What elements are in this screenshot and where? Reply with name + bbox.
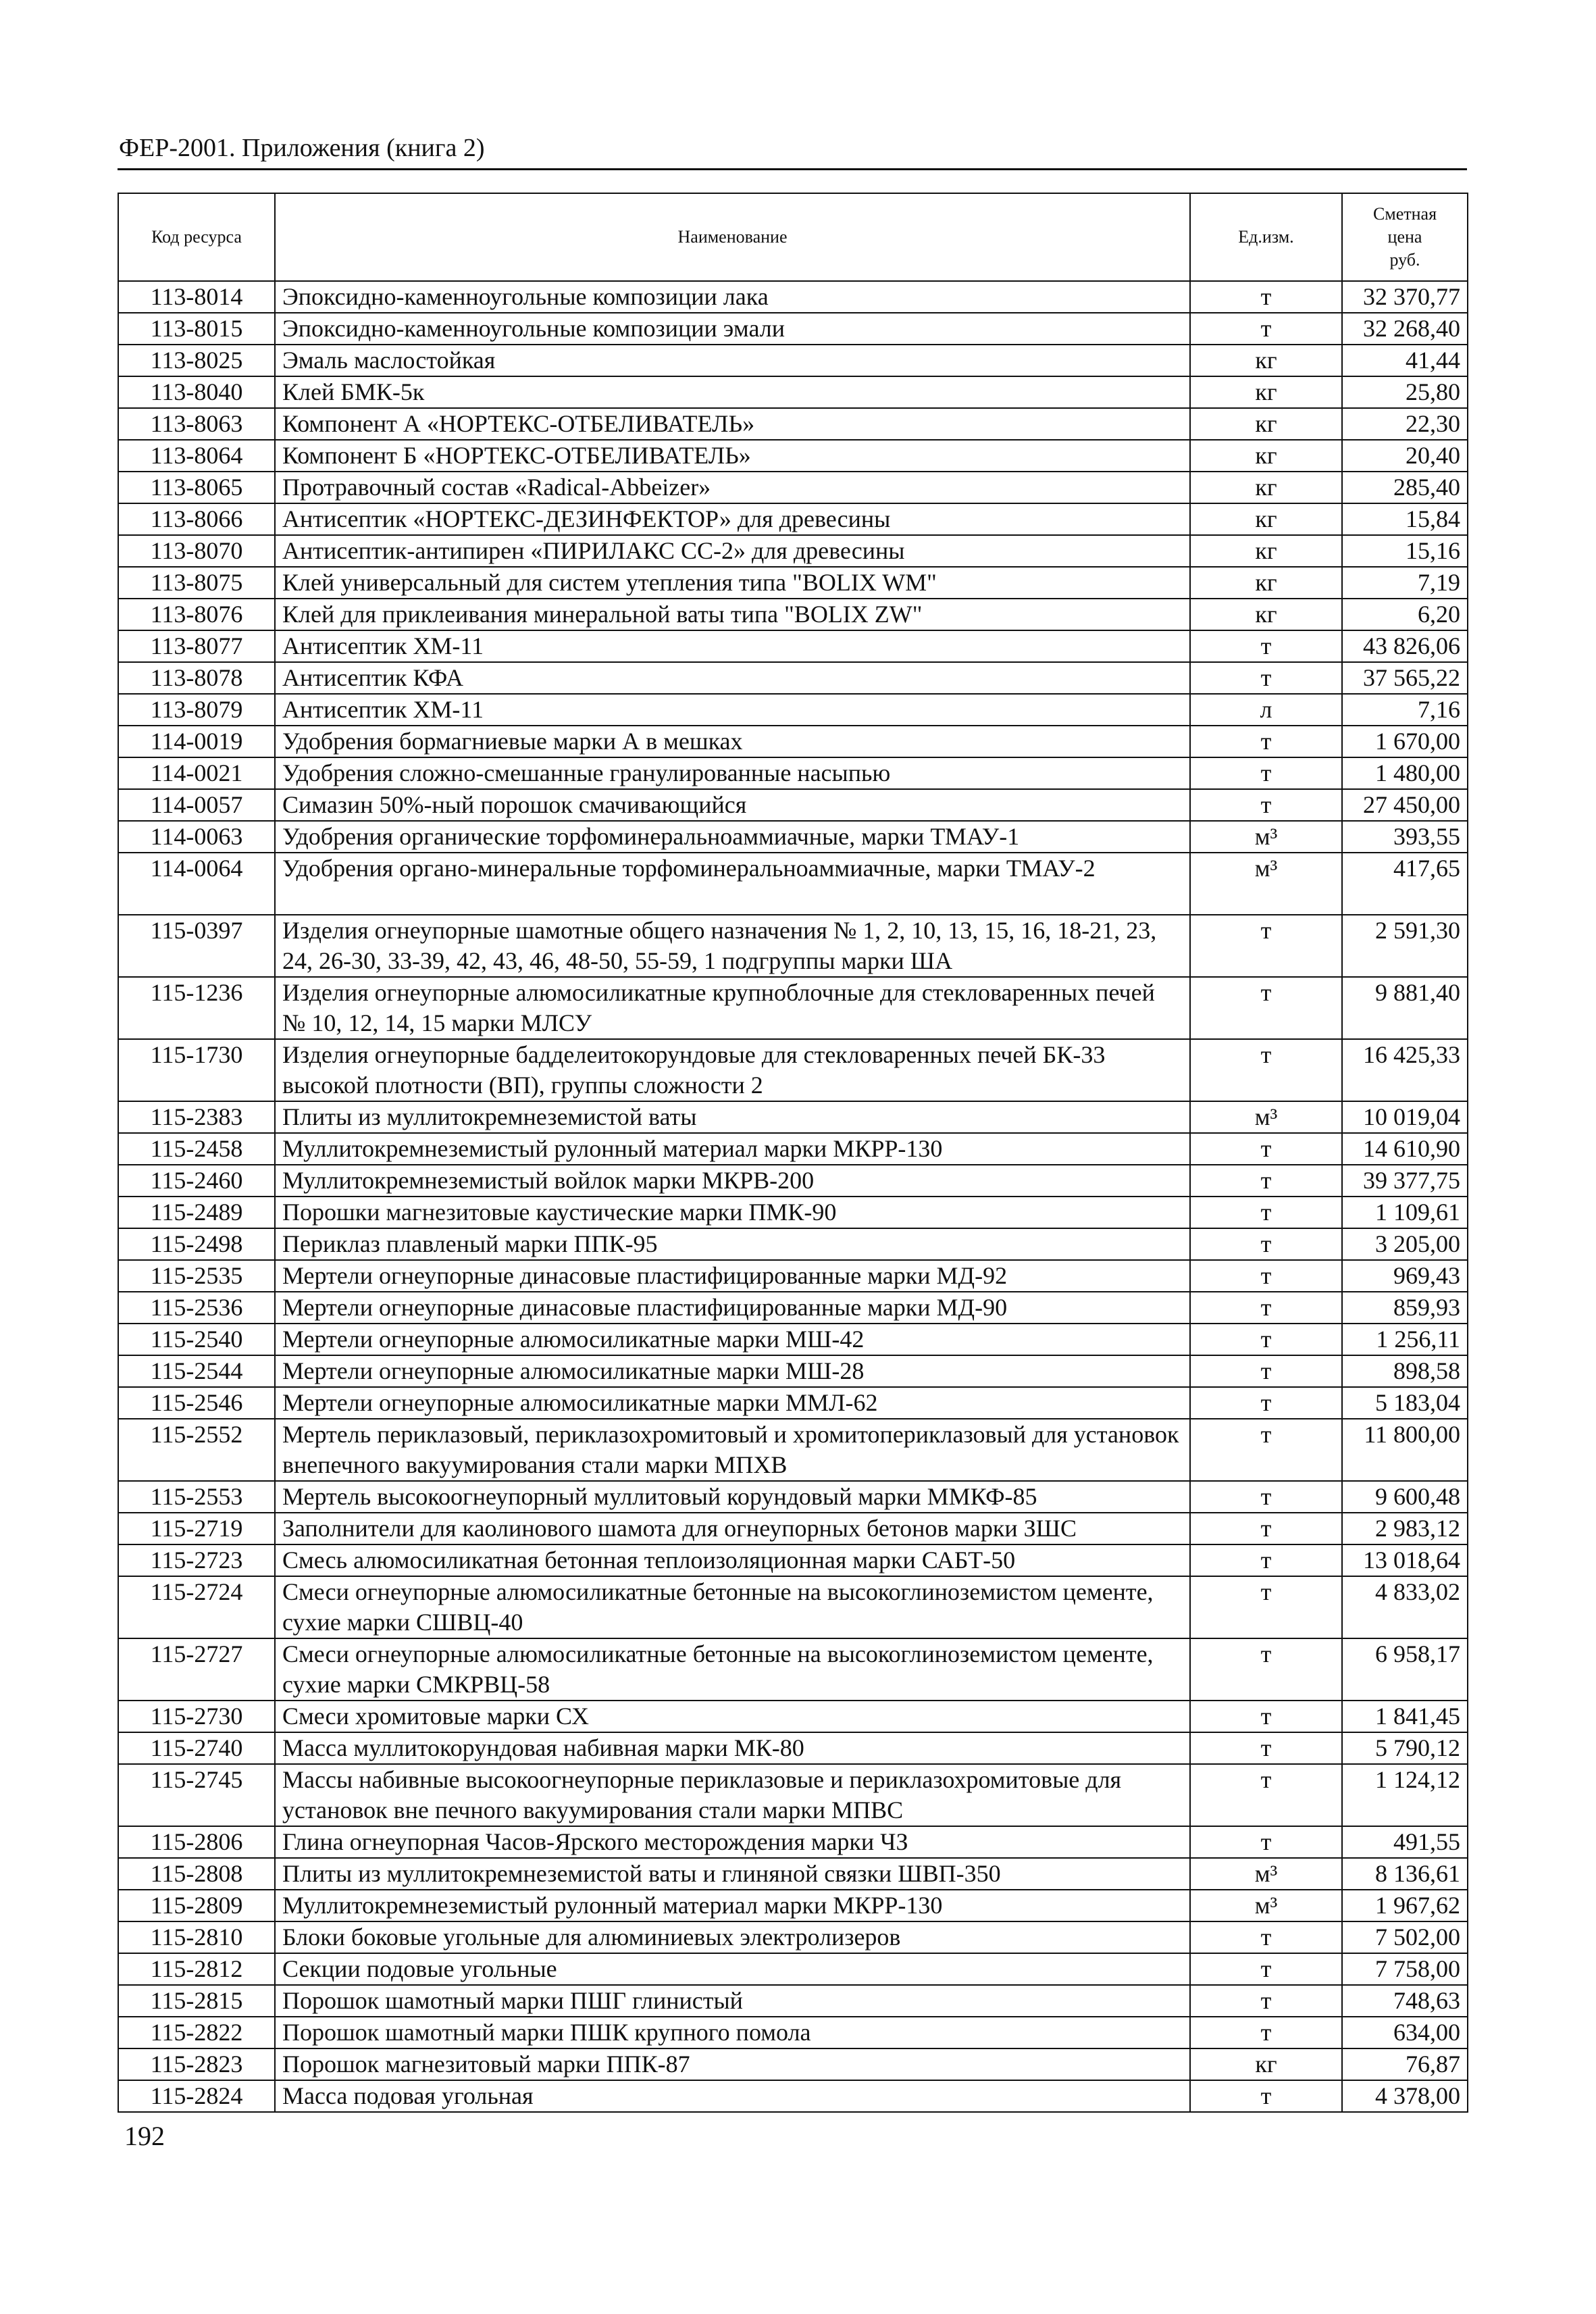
page-header-title: ФЕР-2001. Приложения (книга 2) — [119, 134, 485, 162]
price-cell: 25,80 — [1342, 376, 1468, 408]
resource-name-cell: Смесь алюмосиликатная бетонная теплоизоляционная марки САБТ-50 — [275, 1544, 1190, 1576]
price-cell: 20,40 — [1342, 440, 1468, 472]
resource-code-cell: 115-2727 — [118, 1638, 275, 1701]
table-row — [118, 1133, 1468, 1165]
resource-name-cell: Удобрения органические торфоминеральноаммиачные, марки ТМАУ-1 — [275, 821, 1190, 853]
price-cell: 898,58 — [1342, 1355, 1468, 1387]
resource-code-cell: 114-0063 — [118, 821, 275, 853]
resource-name-cell: Антисептик КФА — [275, 662, 1190, 694]
unit-cell: т — [1190, 1039, 1342, 1101]
resource-name-cell: Мертели огнеупорные динасовые пластифицированные марки МД-90 — [275, 1292, 1190, 1324]
table-row — [118, 789, 1468, 821]
unit-cell: м³ — [1190, 1101, 1342, 1133]
resource-code-cell: 114-0064 — [118, 853, 275, 915]
table-row — [118, 535, 1468, 567]
resource-name-cell: Мертели огнеупорные алюмосиликатные марки ММЛ-62 — [275, 1387, 1190, 1419]
resource-code-cell: 113-8079 — [118, 694, 275, 726]
table-row — [118, 1638, 1468, 1701]
resource-name-cell: Муллитокремнеземистый войлок марки МКРВ-200 — [275, 1165, 1190, 1197]
resource-code-cell: 115-2535 — [118, 1260, 275, 1292]
resource-code-cell: 115-2822 — [118, 2017, 275, 2048]
price-cell: 9 881,40 — [1342, 977, 1468, 1039]
resource-code-cell: 115-2815 — [118, 1985, 275, 2017]
unit-cell: кг — [1190, 345, 1342, 376]
resource-name-cell: Клей для приклеивания минеральной ваты типа "BOLIX ZW" — [275, 599, 1190, 630]
unit-cell: кг — [1190, 408, 1342, 440]
resource-name-cell: Клей БМК-5к — [275, 376, 1190, 408]
resource-name-cell: Порошок шамотный марки ПШК крупного помола — [275, 2017, 1190, 2048]
resource-name-cell: Блоки боковые угольные для алюминиевых электролизеров — [275, 1921, 1190, 1953]
price-cell: 7,16 — [1342, 694, 1468, 726]
resource-code-cell: 115-2553 — [118, 1481, 275, 1513]
table-row — [118, 503, 1468, 535]
price-cell: 4 833,02 — [1342, 1576, 1468, 1638]
table-row — [118, 1921, 1468, 1953]
price-cell: 43 826,06 — [1342, 630, 1468, 662]
resource-price-table — [118, 193, 1468, 2113]
unit-cell: т — [1190, 1576, 1342, 1638]
price-cell: 491,55 — [1342, 1826, 1468, 1858]
unit-cell: т — [1190, 1260, 1342, 1292]
resource-name-cell: Удобрения бормагниевые марки А в мешках — [275, 726, 1190, 757]
table-row — [118, 2017, 1468, 2048]
resource-name-cell: Мертели огнеупорные алюмосиликатные марки МШ-42 — [275, 1324, 1190, 1355]
unit-cell: кг — [1190, 599, 1342, 630]
resource-code-cell: 115-2460 — [118, 1165, 275, 1197]
table-row — [118, 281, 1468, 313]
resource-code-cell: 115-2719 — [118, 1513, 275, 1544]
table-row — [118, 694, 1468, 726]
resource-code-cell: 115-2812 — [118, 1953, 275, 1985]
resource-code-cell: 115-2546 — [118, 1387, 275, 1419]
price-cell: 2 983,12 — [1342, 1513, 1468, 1544]
price-cell: 10 019,04 — [1342, 1101, 1468, 1133]
price-cell: 7 758,00 — [1342, 1953, 1468, 1985]
price-cell: 27 450,00 — [1342, 789, 1468, 821]
price-cell: 16 425,33 — [1342, 1039, 1468, 1101]
unit-cell: т — [1190, 1921, 1342, 1953]
resource-name-cell: Удобрения сложно-смешанные гранулированные насыпью — [275, 757, 1190, 789]
resource-code-cell: 113-8014 — [118, 281, 275, 313]
price-cell: 6 958,17 — [1342, 1638, 1468, 1701]
table-row — [118, 630, 1468, 662]
unit-cell: т — [1190, 2080, 1342, 2112]
unit-cell: т — [1190, 2017, 1342, 2048]
price-cell: 15,16 — [1342, 535, 1468, 567]
resource-code-cell: 115-2540 — [118, 1324, 275, 1355]
price-cell: 9 600,48 — [1342, 1481, 1468, 1513]
column-header-unit: Ед.изм. — [1190, 193, 1342, 281]
header-rule — [118, 168, 1467, 170]
unit-cell: т — [1190, 281, 1342, 313]
price-cell: 5 183,04 — [1342, 1387, 1468, 1419]
resource-name-cell: Антисептик ХМ-11 — [275, 630, 1190, 662]
resource-code-cell: 113-8075 — [118, 567, 275, 599]
resource-name-cell: Плиты из муллитокремнеземистой ваты — [275, 1101, 1190, 1133]
column-header-code: Код ресурса — [118, 193, 275, 281]
table-row — [118, 853, 1468, 915]
table-row — [118, 1985, 1468, 2017]
resource-code-cell: 115-2740 — [118, 1732, 275, 1764]
resource-name-cell: Мертели огнеупорные алюмосиликатные марки МШ-28 — [275, 1355, 1190, 1387]
resource-code-cell: 114-0021 — [118, 757, 275, 789]
resource-name-cell: Протравочный состав «Radical-Abbeizer» — [275, 472, 1190, 503]
price-cell: 969,43 — [1342, 1260, 1468, 1292]
table-row — [118, 313, 1468, 345]
resource-name-cell: Порошок магнезитовый марки ППК-87 — [275, 2048, 1190, 2080]
price-header-line-1: Сметная — [1372, 204, 1437, 224]
price-cell: 37 565,22 — [1342, 662, 1468, 694]
unit-cell: т — [1190, 1513, 1342, 1544]
unit-cell: т — [1190, 1985, 1342, 2017]
table-row — [118, 1481, 1468, 1513]
unit-cell: т — [1190, 1544, 1342, 1576]
unit-cell: т — [1190, 1638, 1342, 1701]
resource-name-cell: Смеси хромитовые марки СХ — [275, 1701, 1190, 1732]
table-row — [118, 757, 1468, 789]
unit-cell: т — [1190, 1481, 1342, 1513]
price-header-line-2: цена — [1387, 227, 1422, 247]
price-cell: 15,84 — [1342, 503, 1468, 535]
resource-code-cell: 113-8025 — [118, 345, 275, 376]
resource-name-cell: Глина огнеупорная Часов-Ярского месторождения марки ЧЗ — [275, 1826, 1190, 1858]
unit-cell: т — [1190, 915, 1342, 977]
table-row — [118, 345, 1468, 376]
price-cell: 1 109,61 — [1342, 1197, 1468, 1228]
resource-code-cell: 114-0057 — [118, 789, 275, 821]
price-cell: 32 370,77 — [1342, 281, 1468, 313]
resource-name-cell: Массы набивные высокоогнеупорные периклазовые и периклазохромитовые для установок вне печного вакуумирования стали марки МПВС — [275, 1764, 1190, 1826]
resource-name-cell: Изделия огнеупорные шамотные общего назначения № 1, 2, 10, 13, 15, 16, 18-21, 23, 24, 26-30, 33-39, 42, 43, 46, 48-50, 55-59, 1 подгруппы марки ША — [275, 915, 1190, 977]
table-row — [118, 599, 1468, 630]
unit-cell: т — [1190, 1197, 1342, 1228]
table-row — [118, 1101, 1468, 1133]
resource-name-cell: Антисептик ХМ-11 — [275, 694, 1190, 726]
resource-name-cell: Антисептик «НОРТЕКС-ДЕЗИНФЕКТОР» для древесины — [275, 503, 1190, 535]
unit-cell: т — [1190, 1732, 1342, 1764]
price-cell: 4 378,00 — [1342, 2080, 1468, 2112]
table-row — [118, 408, 1468, 440]
resource-name-cell: Масса подовая угольная — [275, 2080, 1190, 2112]
unit-cell: м³ — [1190, 1890, 1342, 1921]
price-cell: 7,19 — [1342, 567, 1468, 599]
unit-cell: т — [1190, 1953, 1342, 1985]
table-row — [118, 821, 1468, 853]
resource-code-cell: 113-8078 — [118, 662, 275, 694]
resource-name-cell: Клей универсальный для систем утепления типа "BOLIX WM" — [275, 567, 1190, 599]
resource-code-cell: 115-2498 — [118, 1228, 275, 1260]
table-row — [118, 977, 1468, 1039]
table-row — [118, 1858, 1468, 1890]
resource-name-cell: Смеси огнеупорные алюмосиликатные бетонные на высокоглиноземистом цементе, сухие марки СМКРВЦ-58 — [275, 1638, 1190, 1701]
resource-code-cell: 113-8063 — [118, 408, 275, 440]
resource-code-cell: 114-0019 — [118, 726, 275, 757]
unit-cell: м³ — [1190, 853, 1342, 915]
price-cell: 14 610,90 — [1342, 1133, 1468, 1165]
resource-name-cell: Эпоксидно-каменноугольные композиции эмали — [275, 313, 1190, 345]
unit-cell: т — [1190, 789, 1342, 821]
unit-cell: т — [1190, 1292, 1342, 1324]
price-cell: 11 800,00 — [1342, 1419, 1468, 1481]
price-header-line-3: руб. — [1389, 250, 1420, 270]
resource-name-cell: Мертель высокоогнеупорный муллитовый корундовый марки ММКФ-85 — [275, 1481, 1190, 1513]
price-cell: 41,44 — [1342, 345, 1468, 376]
price-cell: 8 136,61 — [1342, 1858, 1468, 1890]
table-row — [118, 2080, 1468, 2112]
table-row — [118, 1544, 1468, 1576]
table-row — [118, 1324, 1468, 1355]
table-row — [118, 1228, 1468, 1260]
table-row — [118, 915, 1468, 977]
resource-code-cell: 115-2823 — [118, 2048, 275, 2080]
price-cell: 634,00 — [1342, 2017, 1468, 2048]
table-row — [118, 2048, 1468, 2080]
unit-cell: т — [1190, 1764, 1342, 1826]
unit-cell: кг — [1190, 2048, 1342, 2080]
resource-code-cell: 115-1730 — [118, 1039, 275, 1101]
resource-name-cell: Эмаль маслостойкая — [275, 345, 1190, 376]
table-row — [118, 1576, 1468, 1638]
price-cell: 5 790,12 — [1342, 1732, 1468, 1764]
resource-code-cell: 113-8076 — [118, 599, 275, 630]
price-cell: 2 591,30 — [1342, 915, 1468, 977]
table-row — [118, 1165, 1468, 1197]
price-cell: 285,40 — [1342, 472, 1468, 503]
unit-cell: т — [1190, 1701, 1342, 1732]
table-row — [118, 662, 1468, 694]
unit-cell: т — [1190, 1133, 1342, 1165]
resource-code-cell: 113-8070 — [118, 535, 275, 567]
unit-cell: т — [1190, 662, 1342, 694]
resource-code-cell: 115-2552 — [118, 1419, 275, 1481]
price-cell: 76,87 — [1342, 2048, 1468, 2080]
unit-cell: кг — [1190, 376, 1342, 408]
resource-code-cell: 115-2383 — [118, 1101, 275, 1133]
price-cell: 1 124,12 — [1342, 1764, 1468, 1826]
column-header-name: Наименование — [275, 193, 1190, 281]
table-row — [118, 1826, 1468, 1858]
table-row — [118, 440, 1468, 472]
unit-cell: т — [1190, 1165, 1342, 1197]
price-cell: 32 268,40 — [1342, 313, 1468, 345]
price-cell: 417,65 — [1342, 853, 1468, 915]
table-row — [118, 1890, 1468, 1921]
page-number: 192 — [124, 2121, 165, 2151]
resource-code-cell: 115-2809 — [118, 1890, 275, 1921]
price-cell: 1 967,62 — [1342, 1890, 1468, 1921]
unit-cell: т — [1190, 1228, 1342, 1260]
table-row — [118, 1260, 1468, 1292]
table-row — [118, 1764, 1468, 1826]
unit-cell: т — [1190, 726, 1342, 757]
resource-name-cell: Симазин 50%-ный порошок смачивающийся — [275, 789, 1190, 821]
price-cell: 22,30 — [1342, 408, 1468, 440]
price-cell: 39 377,75 — [1342, 1165, 1468, 1197]
resource-code-cell: 113-8066 — [118, 503, 275, 535]
resource-code-cell: 115-2745 — [118, 1764, 275, 1826]
column-header-price — [1342, 193, 1468, 281]
table-row — [118, 1953, 1468, 1985]
unit-cell: м³ — [1190, 821, 1342, 853]
unit-cell: т — [1190, 1355, 1342, 1387]
table-body — [118, 281, 1468, 2112]
table-row — [118, 1039, 1468, 1101]
unit-cell: л — [1190, 694, 1342, 726]
resource-name-cell: Антисептик-антипирен «ПИРИЛАКС СС-2» для древесины — [275, 535, 1190, 567]
resource-code-cell: 113-8040 — [118, 376, 275, 408]
resource-code-cell: 115-2808 — [118, 1858, 275, 1890]
resource-code-cell: 115-2806 — [118, 1826, 275, 1858]
unit-cell: т — [1190, 1324, 1342, 1355]
resource-code-cell: 115-1236 — [118, 977, 275, 1039]
resource-code-cell: 113-8015 — [118, 313, 275, 345]
resource-name-cell: Компонент А «НОРТЕКС-ОТБЕЛИВАТЕЛЬ» — [275, 408, 1190, 440]
table-row — [118, 1355, 1468, 1387]
resource-code-cell: 113-8064 — [118, 440, 275, 472]
price-cell: 1 670,00 — [1342, 726, 1468, 757]
resource-name-cell: Порошки магнезитовые каустические марки ПМК-90 — [275, 1197, 1190, 1228]
unit-cell: кг — [1190, 503, 1342, 535]
price-cell: 859,93 — [1342, 1292, 1468, 1324]
table-row — [118, 1419, 1468, 1481]
price-cell: 6,20 — [1342, 599, 1468, 630]
resource-code-cell: 113-8065 — [118, 472, 275, 503]
table-row — [118, 1197, 1468, 1228]
table-header-row — [118, 193, 1468, 281]
unit-cell: т — [1190, 977, 1342, 1039]
resource-name-cell: Масса муллитокорундовая набивная марки МК-80 — [275, 1732, 1190, 1764]
resource-name-cell: Порошок шамотный марки ПШГ глинистый — [275, 1985, 1190, 2017]
unit-cell: т — [1190, 757, 1342, 789]
unit-cell: кг — [1190, 472, 1342, 503]
resource-name-cell: Периклаз плавленый марки ППК-95 — [275, 1228, 1190, 1260]
resource-name-cell: Плиты из муллитокремнеземистой ваты и глиняной связки ШВП-350 — [275, 1858, 1190, 1890]
unit-cell: т — [1190, 313, 1342, 345]
resource-code-cell: 115-2824 — [118, 2080, 275, 2112]
resource-name-cell: Мертель периклазовый, периклазохромитовый и хромитопериклазовый для установок внепечного вакуумирования стали марки МПХВ — [275, 1419, 1190, 1481]
resource-code-cell: 115-2730 — [118, 1701, 275, 1732]
price-cell: 1 480,00 — [1342, 757, 1468, 789]
resource-name-cell: Муллитокремнеземистый рулонный материал марки МКРР-130 — [275, 1890, 1190, 1921]
unit-cell: м³ — [1190, 1858, 1342, 1890]
table-row — [118, 1292, 1468, 1324]
table-row — [118, 472, 1468, 503]
table-row — [118, 726, 1468, 757]
resource-name-cell: Заполнители для каолинового шамота для огнеупорных бетонов марки ЗШС — [275, 1513, 1190, 1544]
resource-code-cell: 115-2458 — [118, 1133, 275, 1165]
unit-cell: т — [1190, 1826, 1342, 1858]
price-cell: 748,63 — [1342, 1985, 1468, 2017]
table-row — [118, 1387, 1468, 1419]
table-row — [118, 1732, 1468, 1764]
price-cell: 7 502,00 — [1342, 1921, 1468, 1953]
resource-name-cell: Изделия огнеупорные алюмосиликатные крупноблочные для стекловаренных печей № 10, 12, 14, 15 марки МЛСУ — [275, 977, 1190, 1039]
resource-code-cell: 115-0397 — [118, 915, 275, 977]
resource-name-cell: Мертели огнеупорные динасовые пластифицированные марки МД-92 — [275, 1260, 1190, 1292]
unit-cell: т — [1190, 1387, 1342, 1419]
unit-cell: т — [1190, 1419, 1342, 1481]
price-cell: 1 256,11 — [1342, 1324, 1468, 1355]
price-cell: 3 205,00 — [1342, 1228, 1468, 1260]
price-cell: 13 018,64 — [1342, 1544, 1468, 1576]
unit-cell: кг — [1190, 535, 1342, 567]
resource-name-cell: Изделия огнеупорные бадделеитокорундовые для стекловаренных печей БК-33 высокой плотности (ВП), группы сложности 2 — [275, 1039, 1190, 1101]
resource-name-cell: Удобрения органо-минеральные торфоминеральноаммиачные, марки ТМАУ-2 — [275, 853, 1190, 915]
resource-name-cell: Смеси огнеупорные алюмосиликатные бетонные на высокоглиноземистом цементе, сухие марки СШВЦ-40 — [275, 1576, 1190, 1638]
resource-name-cell: Секции подовые угольные — [275, 1953, 1190, 1985]
resource-code-cell: 115-2489 — [118, 1197, 275, 1228]
resource-code-cell: 115-2810 — [118, 1921, 275, 1953]
resource-name-cell: Компонент Б «НОРТЕКС-ОТБЕЛИВАТЕЛЬ» — [275, 440, 1190, 472]
resource-code-cell: 115-2724 — [118, 1576, 275, 1638]
resource-code-cell: 113-8077 — [118, 630, 275, 662]
unit-cell: кг — [1190, 567, 1342, 599]
table-row — [118, 1513, 1468, 1544]
unit-cell: кг — [1190, 440, 1342, 472]
unit-cell: т — [1190, 630, 1342, 662]
resource-code-cell: 115-2723 — [118, 1544, 275, 1576]
table-row — [118, 376, 1468, 408]
resource-name-cell: Эпоксидно-каменноугольные композиции лака — [275, 281, 1190, 313]
price-cell: 393,55 — [1342, 821, 1468, 853]
table-row — [118, 1701, 1468, 1732]
table-row — [118, 567, 1468, 599]
resource-code-cell: 115-2536 — [118, 1292, 275, 1324]
resource-name-cell: Муллитокремнеземистый рулонный материал марки МКРР-130 — [275, 1133, 1190, 1165]
price-cell: 1 841,45 — [1342, 1701, 1468, 1732]
resource-code-cell: 115-2544 — [118, 1355, 275, 1387]
